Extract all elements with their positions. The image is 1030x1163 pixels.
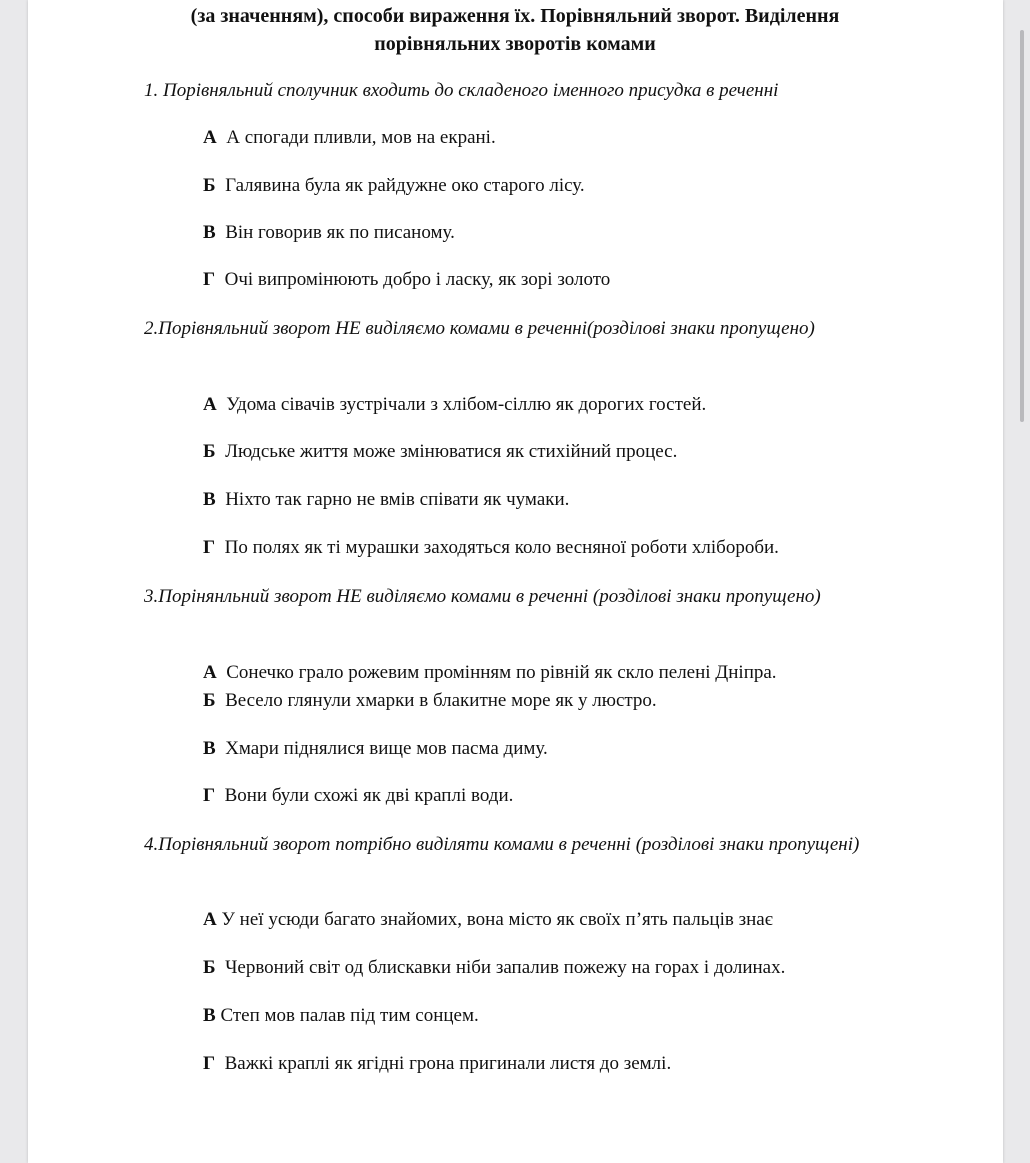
option-text: Сонечко грало рожевим промінням по рівній як скло пелені Дніпра. xyxy=(226,662,777,683)
document-title-line-1: (за значенням), способи вираження їх. Порівняльний зворот. Виділення xyxy=(190,5,840,27)
option-text: Людське життя може змінюватися як стихійний процес. xyxy=(225,441,678,462)
option-text: По полях як ті мурашки заходяться коло весняної роботи хлібороби. xyxy=(224,537,779,558)
option-letter: В xyxy=(203,222,216,243)
question-1-option-b xyxy=(203,173,585,199)
question-3-option-a xyxy=(203,660,777,686)
option-letter: Б xyxy=(203,441,216,462)
question-3-option-c xyxy=(203,736,548,762)
question-2-option-c xyxy=(203,487,569,513)
option-letter: А xyxy=(203,909,217,930)
option-text: Червоний світ од блискавки ніби запалив пожежу на горах і долинах. xyxy=(225,957,786,978)
option-text: Хмари піднялися вище мов пасма диму. xyxy=(225,738,548,759)
option-text: Весело глянули хмарки в блакитне море як у люстро. xyxy=(225,690,657,711)
option-text: Очі випромінюють добро і ласку, як зорі золото xyxy=(224,269,611,290)
question-4-text: 4.Порівняльний зворот потрібно виділяти комами в реченні (розділові знаки пропущені) xyxy=(144,834,860,855)
question-1-option-d xyxy=(203,267,610,293)
option-text: Ніхто так гарно не вмів співати як чумаки. xyxy=(225,489,570,510)
question-1-text: 1. Порівняльний сполучник входить до складеного іменного присудка в реченні xyxy=(144,80,779,101)
question-4-option-b xyxy=(203,955,785,981)
option-letter: Г xyxy=(203,1053,216,1074)
question-3-text: 3.Порінянльний зворот НЕ виділяємо комами в реченні (розділові знаки пропущено) xyxy=(144,586,821,607)
question-2-option-b xyxy=(203,439,677,465)
option-letter: В xyxy=(203,1005,216,1026)
option-letter: Б xyxy=(203,957,216,978)
option-letter: Г xyxy=(203,537,216,558)
option-text: Степ мов палав під тим сонцем. xyxy=(220,1005,479,1026)
option-text: Він говорив як по писаному. xyxy=(225,222,455,243)
option-letter: Б xyxy=(203,175,216,196)
option-letter: А xyxy=(203,127,217,148)
option-text: У неї усюди багато знайомих, вона місто як своїх п’ять пальців знає xyxy=(221,909,773,930)
option-letter: Г xyxy=(203,269,216,290)
question-4-option-d xyxy=(203,1051,671,1077)
document-title-line-2: порівняльних зворотів комами xyxy=(374,33,656,55)
question-3-option-d xyxy=(203,783,513,809)
option-text: Галявина була як райдужне око старого лісу. xyxy=(225,175,585,196)
option-letter: Б xyxy=(203,690,216,711)
question-1-option-c xyxy=(203,220,455,246)
option-letter: В xyxy=(203,738,216,759)
question-2-option-a xyxy=(203,392,706,418)
option-letter: А xyxy=(203,662,217,683)
option-text: Удома сівачів зустрічали з хлібом-сіллю як дорогих гостей. xyxy=(226,394,707,415)
vertical-scrollbar[interactable] xyxy=(1020,30,1024,422)
option-letter: А xyxy=(203,394,217,415)
question-4-option-a xyxy=(203,907,773,933)
option-text: Вони були схожі як дві краплі води. xyxy=(224,785,514,806)
option-text: Важкі краплі як ягідні грона пригинали листя до землі. xyxy=(224,1053,672,1074)
option-letter: Г xyxy=(203,785,216,806)
question-3-option-b xyxy=(203,688,657,714)
question-4-option-c xyxy=(203,1003,479,1029)
option-letter: В xyxy=(203,489,216,510)
question-2-option-d xyxy=(203,535,779,561)
question-2-text: 2.Порівняльний зворот НЕ виділяємо комами в реченні(розділові знаки пропущено) xyxy=(144,318,815,339)
option-text: А спогади пливли, мов на екрані. xyxy=(226,127,496,148)
question-1-option-a xyxy=(203,125,496,151)
